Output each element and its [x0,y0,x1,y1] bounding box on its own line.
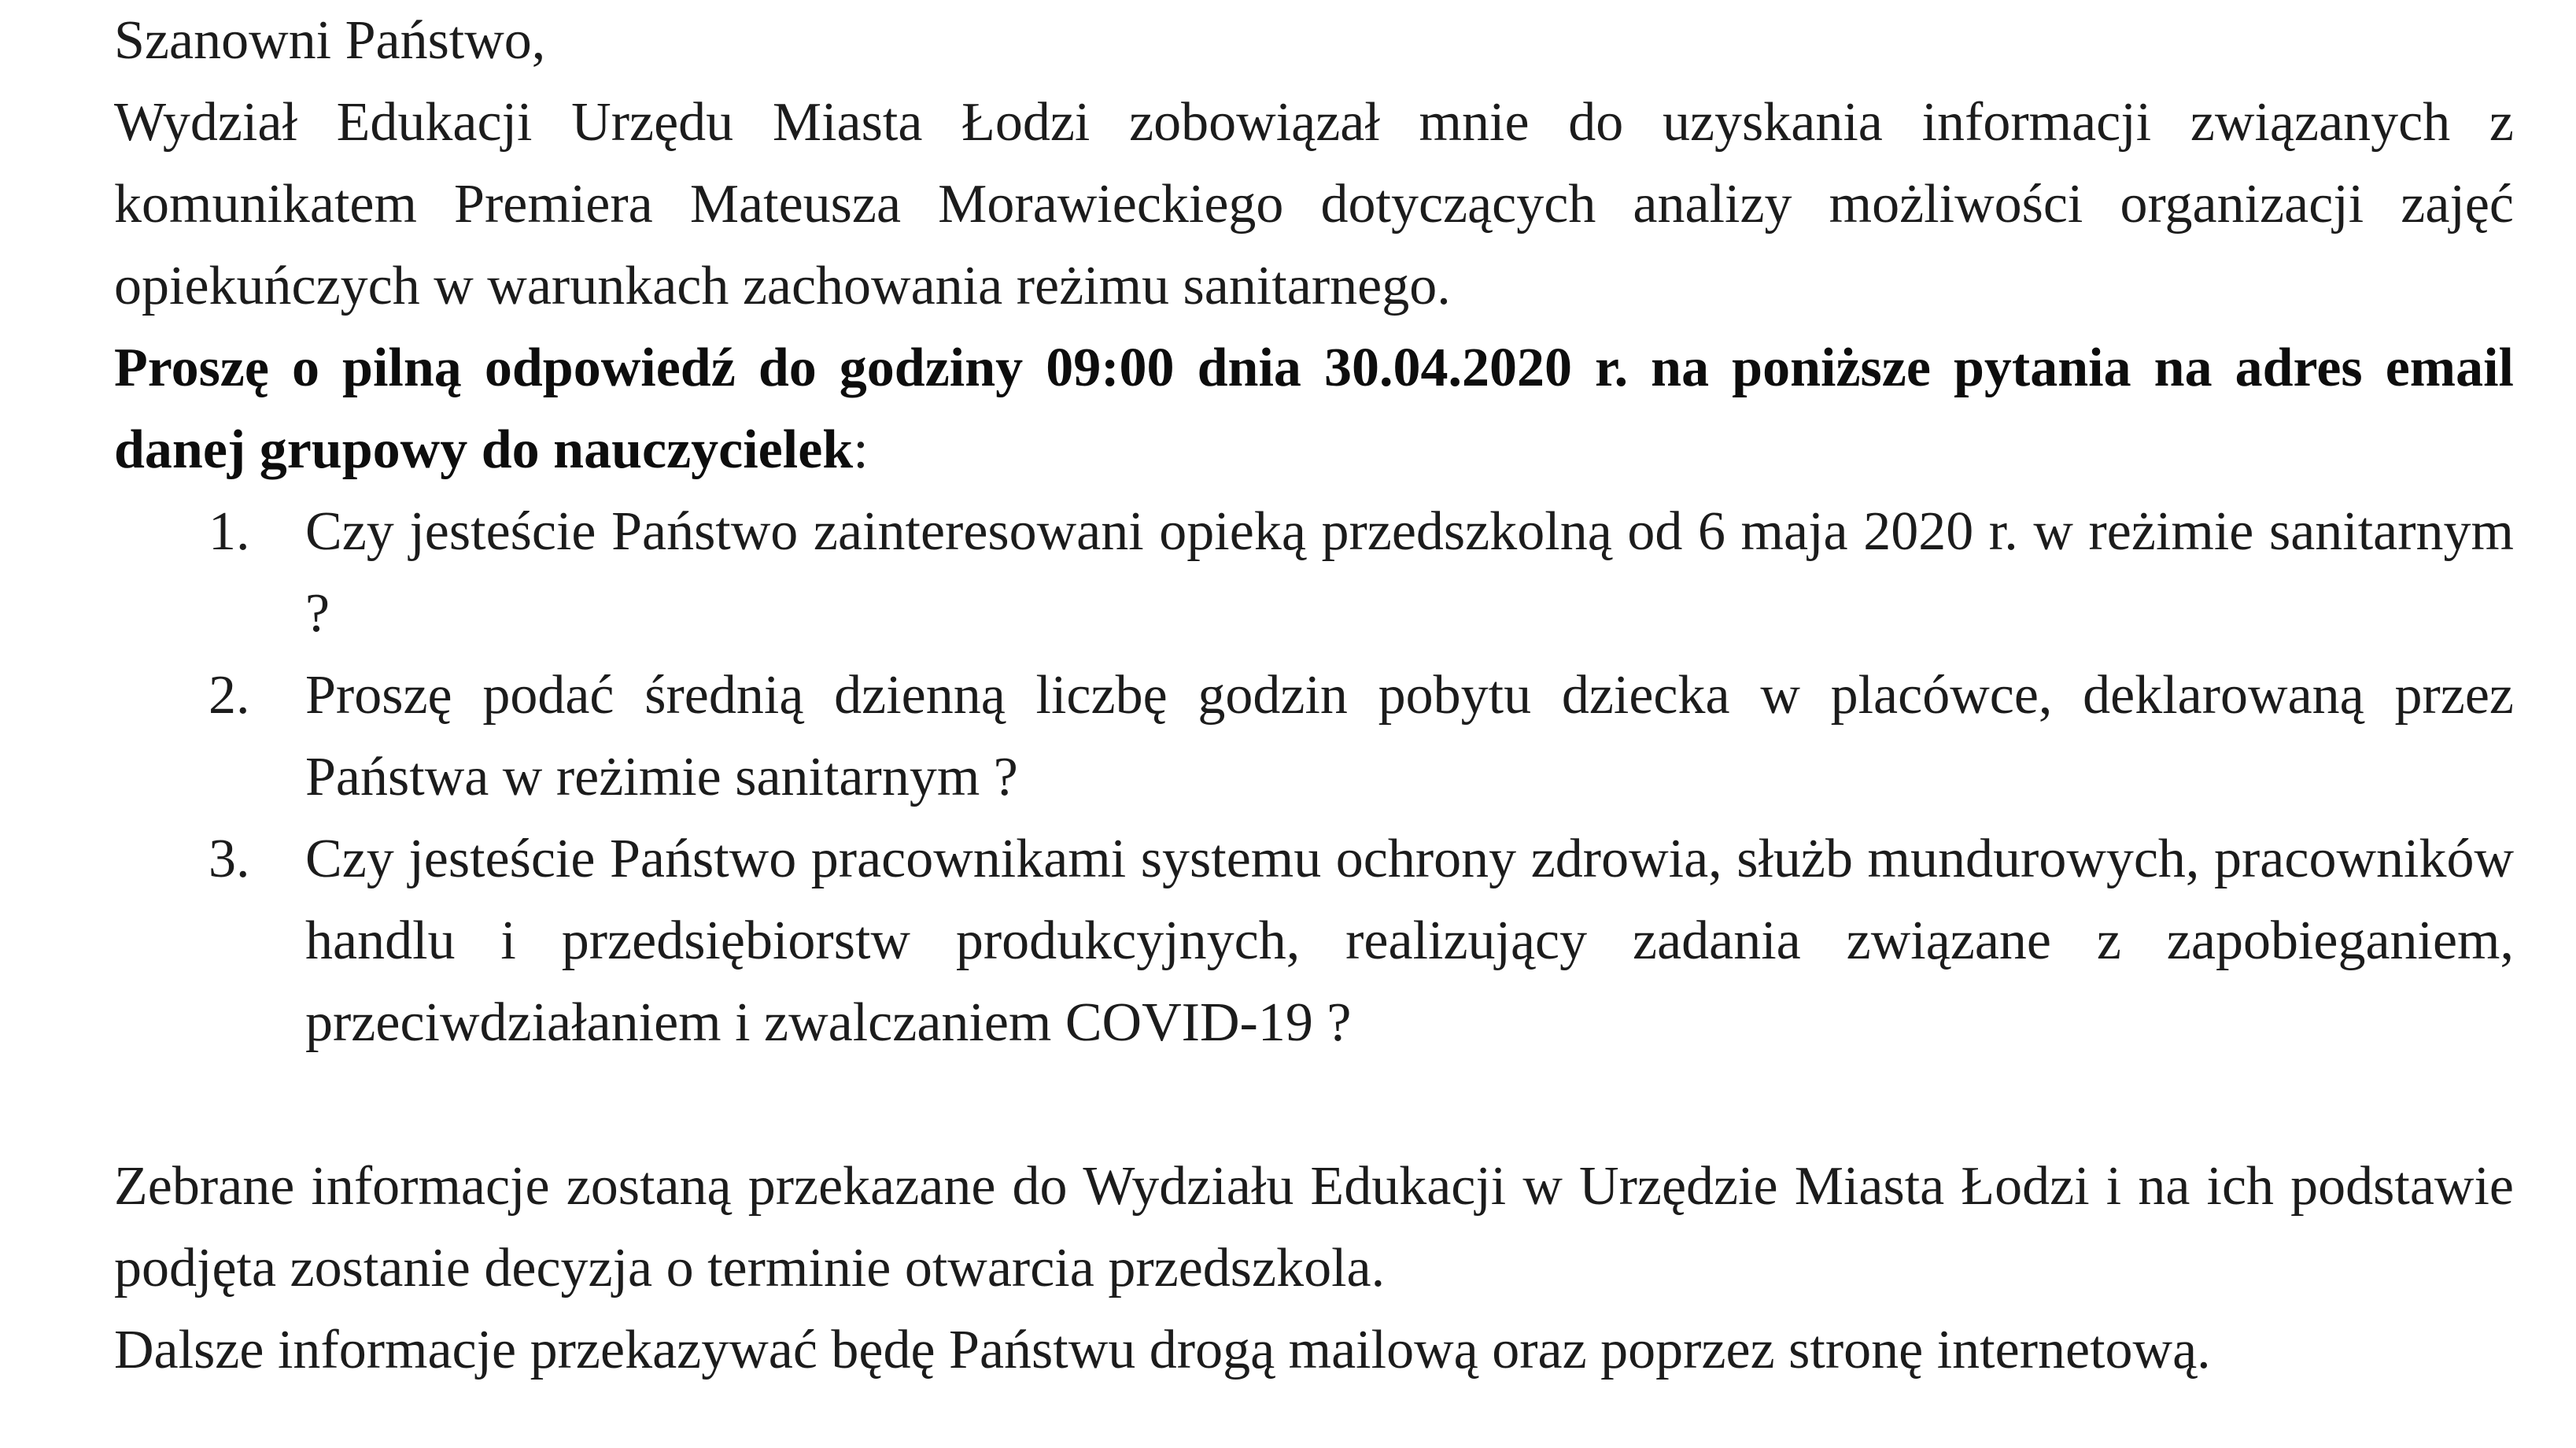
list-item [114,655,2514,818]
list-item-number: 2. [209,665,250,726]
questions-list [114,491,2514,1064]
list-item-text: Proszę podać średnią dzienną liczbę godzin pobytu dziecka w placówce, deklarowaną przez Państwa w reżimie sanitarnym ? [305,665,2514,807]
list-item [114,491,2514,655]
request-suffix: : [853,419,869,480]
request-bold-text: Proszę o pilną odpowiedź do godziny 09:00 dnia 30.04.2020 r. na poniższe pytania na adres email danej grupowy do nauczycielek [114,338,2514,480]
final-paragraph: Dalsze informacje przekazywać będę Państwu drogą mailową oraz poprzez stronę internetową. [114,1320,2211,1380]
list-item-number: 1. [209,501,250,562]
list-item-text: Czy jesteście Państwo zainteresowani opieką przedszkolną od 6 maja 2020 r. w reżimie sanitarnym ? [305,501,2514,644]
salutation: Szanowni Państwo, [114,10,546,71]
closing-paragraph: Zebrane informacje zostaną przekazane do Wydziału Edukacji w Urzędzie Miasta Łodzi i na ich podstawie podjęta zostanie decyzja o terminie otwarcia przedszkola. [114,1156,2514,1298]
list-item [114,818,2514,1064]
list-item-text: Czy jesteście Państwo pracownikami systemu ochrony zdrowia, służb mundurowych, pracowników handlu i przedsiębiorstw produkcyjnych, realizujący zadania związane z zapobieganiem, przeciwdziałaniem i zwalczaniem COVID-19 ? [305,829,2514,1053]
paragraph-spacer [114,1064,2514,1146]
letter-document [114,0,2514,1391]
request-paragraph [114,327,2514,491]
intro-paragraph: Wydział Edukacji Urzędu Miasta Łodzi zobowiązał mnie do uzyskania informacji związanych z komunikatem Premiera Mateusza Morawieckiego dotyczących analizy możliwości organizacji zajęć opiekuńczych w warunkach zachowania reżimu sanitarnego. [114,92,2514,316]
list-item-number: 3. [209,829,250,889]
